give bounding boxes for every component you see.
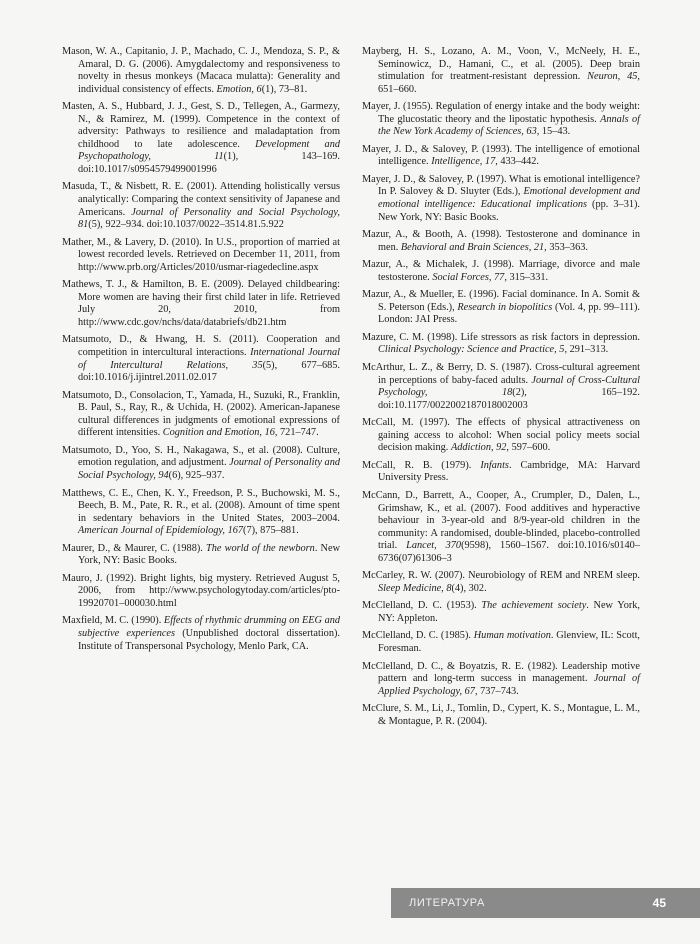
reference-entry xyxy=(62,573,340,611)
reference-text-part: Mason, W. A., Capitanio, J. P., Machado, C. J., Mendoza, S. P., & Amaral, D. G. (2006). Amygdalectomy and responsiveness to novelty in rhesus monkeys (Macaca mulatta): Generality and individual consistency of effects. xyxy=(62,46,340,95)
reference-italic-part: International Journal of Intercultural Relations, 35 xyxy=(78,347,340,371)
reference-entry xyxy=(62,279,340,329)
reference-entry xyxy=(362,570,640,595)
reference-text-part: Mazur, A., & Mueller, E. (1996). Facial dominance. In A. Somit & S. Peterson (Eds.), xyxy=(362,289,640,313)
reference-text-part: , 15–43. xyxy=(536,126,571,138)
reference-entry xyxy=(362,229,640,254)
reference-text-part: . New York, NY: Appleton. xyxy=(378,600,640,624)
reference-entry xyxy=(62,488,340,538)
reference-text-part: Masuda, T., & Nisbett, R. E. (2001). Attending holistically versus analytically: Comparing the context sensitivity of Japanese and Americans. xyxy=(62,181,340,218)
reference-italic-part: The achievement society xyxy=(481,600,587,612)
reference-entry xyxy=(362,144,640,169)
reference-text-part: (4), 302. xyxy=(451,582,487,594)
reference-text-part: , 353–363. xyxy=(544,241,588,253)
reference-text-part: . New York, NY: Basic Books. xyxy=(78,542,340,567)
reference-text-part: (Unpublished doctoral dissertation). Institute of Transpersonal Psychology, Menlo Park, CA. xyxy=(78,627,340,652)
reference-italic-part: Journal of Cross-Cultural Psychology, 18 xyxy=(378,374,640,399)
reference-text-part: McClelland, D. C. (1953). xyxy=(362,600,482,612)
reference-italic-part: Cognition and Emotion, 16 xyxy=(162,427,275,439)
reference-entry xyxy=(62,237,340,275)
reference-text-part: Mayer, J. D., & Salovey, P. (1997). What is emotional intelligence? In P. Salovey & D. Sluyter (Eds.), xyxy=(362,173,640,198)
reference-italic-part: The world of the newborn xyxy=(206,542,315,554)
reference-entry xyxy=(362,630,640,655)
reference-text-part: (7), 875–881. xyxy=(243,525,299,537)
reference-italic-part: Development and Psychopathology, 11 xyxy=(78,138,340,163)
reference-entry xyxy=(362,417,640,455)
reference-entry xyxy=(362,46,640,96)
reference-italic-part: Journal of Personality and Social Psychology, 81 xyxy=(78,206,341,231)
reference-text-part: (5), 677–685. doi:10.1016/j.ijintrel.2011.02.017 xyxy=(78,359,340,384)
left-reference-column xyxy=(62,46,340,658)
reference-text-part: Masten, A. S., Hubbard, J. J., Gest, S. D., Tellegen, A., Garmezy, N., & Ramirez, M. (1999). Competence in the context of adversity: Pathways to resilience and maladaptation from childhood to late adolescence. xyxy=(62,101,340,150)
reference-entry xyxy=(362,101,640,139)
reference-text-part: , 315–331. xyxy=(504,271,549,283)
reference-text-part: (5), 922–934. doi:10.1037/0022–3514.81.5.922 xyxy=(88,219,284,231)
reference-italic-part: Intelligence, 17 xyxy=(431,156,496,168)
reference-text-part: (pp. 3–31). New York, NY: Basic Books. xyxy=(378,199,640,223)
reference-text-part: (1), 143–169. doi:10.1017/s0954579499001996 xyxy=(78,151,340,175)
page-footer xyxy=(391,888,700,918)
reference-entry xyxy=(362,259,640,284)
reference-italic-part: Emotion, 6 xyxy=(216,83,262,95)
reference-italic-part: Clinical Psychology: Science and Practice, 5 xyxy=(378,344,565,356)
reference-entry xyxy=(362,460,640,485)
reference-italic-part: American Journal of Epidemiology, 167 xyxy=(78,525,244,537)
reference-entry xyxy=(62,334,340,384)
reference-text-part: McClure, S. M., Li, J., Tomlin, D., Cypert, K. S., Montague, L. M., & Montague, P. R. (2004). xyxy=(362,703,640,727)
reference-italic-part: Journal of Personality and Social Psychology, 94 xyxy=(78,457,340,481)
reference-text-part: , 597–600. xyxy=(506,442,551,454)
page-number: 45 xyxy=(652,896,666,910)
reference-text-part: Mauro, J. (1992). Bright lights, big mystery. Retrieved August 5, 2006, from http://www.psychologytoday.com/articles/pto-19920701–000030.html xyxy=(62,572,340,609)
reference-italic-part: Research in biopolitics xyxy=(457,301,553,313)
reference-entry xyxy=(362,490,640,565)
reference-text-part: , 737–743. xyxy=(474,685,519,697)
reference-italic-part: Addiction, 92 xyxy=(450,442,507,454)
reference-entry xyxy=(362,661,640,699)
reference-text-part: Mayer, J. (1955). Regulation of energy intake and the body weight: The glucostatic theory and the lipostatic hypothesis. xyxy=(362,101,640,125)
reference-text-part: (Vol. 4, pp. 99–111). London: JAI Press. xyxy=(378,301,641,326)
reference-entry xyxy=(62,615,340,653)
reference-text-part: McCall, M. (1997). The effects of physical attractiveness on gaining access to alcohol: When social policy meets social decision making. xyxy=(362,417,640,454)
reference-italic-part: Human motivation xyxy=(473,630,551,642)
reference-text-part: (9598), 1560–1567. doi:10.1016/s0140–6736(07)61306–3 xyxy=(378,540,640,564)
reference-italic-part: Effects of rhythmic drumming on EEG and subjective experiences xyxy=(78,615,341,639)
reference-text-part: McCall, R. B. (1979). xyxy=(362,459,481,471)
reference-italic-part: Social Forces, 77 xyxy=(432,271,505,283)
reference-text-part: Matsumoto, D., Yoo, S. H., Nakagawa, S., et al. (2008). Culture, emotion regulation, and adjustment. xyxy=(62,444,340,469)
reference-italic-part: Behavioral and Brain Sciences, 21 xyxy=(400,241,545,253)
reference-entry xyxy=(362,362,640,412)
reference-entry xyxy=(62,390,340,440)
reference-text-part: , 721–747. xyxy=(274,427,319,439)
reference-text-part: Mayberg, H. S., Lozano, A. M., Voon, V., McNeely, H. E., Seminowicz, D., Hamani, C., et al. (2005). Deep brain stimulation for treatment-resistant depression. xyxy=(362,46,640,83)
reference-text-part: Mazure, C. M. (1998). Life stressors as risk factors in depression. xyxy=(362,331,640,343)
reference-text-part: McCarley, R. W. (2007). Neurobiology of REM and NREM sleep. xyxy=(362,570,640,582)
reference-entry xyxy=(362,332,640,357)
reference-text-part: Mazur, A., & Michalek, J. (1998). Marriage, divorce and male testosterone. xyxy=(362,259,640,283)
reference-italic-part: Emotional development and emotional intelligence: Educational implications xyxy=(378,186,640,211)
reference-entry xyxy=(62,543,340,568)
reference-italic-part: Journal of Applied Psychology, 67 xyxy=(378,673,640,697)
reference-entry xyxy=(62,101,340,176)
reference-text-part: , 291–313. xyxy=(564,344,609,356)
reference-text-part: McClelland, D. C., & Boyatzis, R. E. (1982). Leadership motive pattern and long-term success in management. xyxy=(362,660,640,685)
reference-italic-part: Infants xyxy=(480,459,509,471)
reference-text-part: (6), 925–937. xyxy=(168,469,225,481)
reference-text-part: Matsumoto, D., Consolacion, T., Yamada, H., Suzuki, R., Franklin, B. Paul, S., Ray, R., & Uchida, H. (2002). American-Japanese cultural differences in judgments of emotional expressions of different intensities. xyxy=(62,389,340,439)
reference-text-part: Matthews, C. E., Chen, K. Y., Freedson, P. S., Buchowski, M. S., Beech, B. M., Pate, R. R., et al. (2008). Amount of time spent in sedentary behaviors in the United States, 2003–2004. xyxy=(62,487,340,524)
reference-text-part: Mayer, J. D., & Salovey, P. (1993). The intelligence of emotional intelligence. xyxy=(362,143,640,168)
reference-text-part: . Cambridge, MA: Harvard University Press. xyxy=(378,459,640,484)
reference-text-part: McClelland, D. C. (1985). xyxy=(362,630,474,642)
reference-text-part: Maurer, D., & Maurer, C. (1988). xyxy=(62,542,207,554)
right-reference-column xyxy=(362,46,640,733)
reference-text-part: , 651–660. xyxy=(378,71,640,95)
reference-text-part: McArthur, L. Z., & Berry, D. S. (1987). Cross-cultural agreement in perceptions of baby-faced adults. xyxy=(362,362,640,386)
reference-text-part: Mazur, A., & Booth, A. (1998). Testosterone and dominance in men. xyxy=(362,229,640,253)
reference-text-part: , 433–442. xyxy=(495,156,539,168)
reference-entry xyxy=(62,445,340,483)
reference-text-part: Mathews, T. J., & Hamilton, B. E. (2009). Delayed childbearing: More women are having their first child later in life. Retrieved July 20, 2010, from http://www.cdc.gov/nchs/data/databriefs/db21.htm xyxy=(62,279,340,328)
reference-entry xyxy=(62,181,340,231)
reference-entry xyxy=(362,703,640,728)
reference-text-part: Matsumoto, D., & Hwang, H. S. (2011). Cooperation and competition in intercultural interactions. xyxy=(62,334,340,359)
reference-text-part: McCann, D., Barrett, A., Cooper, A., Crumpler, D., Dalen, L., Grimshaw, K., et al. (2007). Food additives and hyperactive behaviour in 3-year-old and 8/9-year-old children in the community: A randomised, double-blinded, placebo-controlled trial. xyxy=(362,489,640,552)
reference-italic-part: Sleep Medicine, 8 xyxy=(378,582,452,594)
reference-entry xyxy=(362,174,640,224)
reference-entry xyxy=(362,289,640,327)
section-title: ЛИТЕРАТУРА xyxy=(409,897,485,909)
reference-text-part: (1), 73–81. xyxy=(261,83,308,95)
reference-text-part: Mather, M., & Lavery, D. (2010). In U.S., proportion of married at lowest recorded levels. Retrieved on December 11, 2011, from http://www.prb.org/Articles/2010/usmar-riagedecline.aspx xyxy=(62,236,340,273)
reference-entry xyxy=(62,46,340,96)
reference-text-part: . Glenview, IL: Scott, Foresman. xyxy=(378,630,641,654)
reference-italic-part: Lancet, 370 xyxy=(406,540,462,552)
reference-text-part: (2), 165–192. doi:10.1177/0022002187018002003 xyxy=(378,387,640,411)
reference-text-part: Maxfield, M. C. (1990). xyxy=(62,615,164,627)
reference-entry xyxy=(362,600,640,625)
reference-italic-part: Annals of the New York Academy of Sciences, 63 xyxy=(378,113,641,138)
reference-italic-part: Neuron, 45 xyxy=(587,71,638,83)
